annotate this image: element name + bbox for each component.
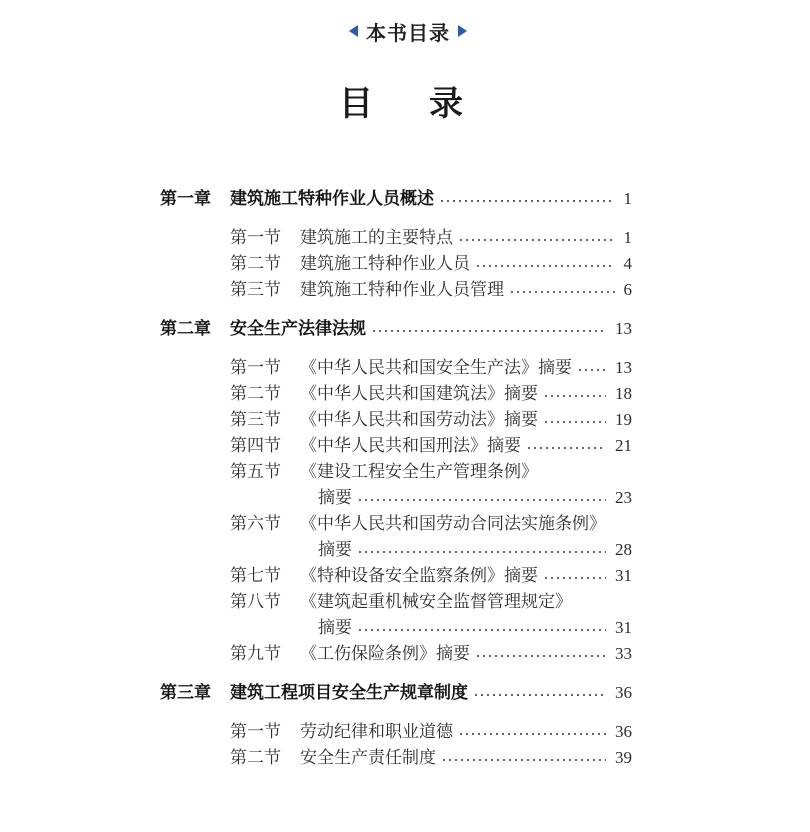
page-number: 31 (615, 618, 632, 637)
page-number: 13 (615, 358, 632, 377)
section-label: 第四节 (230, 436, 281, 456)
dot-leader (473, 680, 606, 706)
section-title: 《中华人民共和国劳动合同法实施条例》 (300, 514, 606, 534)
section-title: 建筑施工特种作业人员 (300, 254, 470, 274)
dot-leader (357, 485, 606, 511)
section-label: 第九节 (230, 644, 281, 664)
dot-leader (357, 615, 606, 641)
page-number: 21 (615, 436, 632, 455)
toc-section-3-1 (160, 719, 632, 745)
triangle-left-icon (349, 25, 358, 37)
section-title-continuation: 摘要 (318, 488, 352, 508)
section-label: 第一节 (230, 358, 281, 378)
section-label: 第一节 (230, 228, 281, 248)
section-title-continuation: 摘要 (318, 618, 352, 638)
toc-list (160, 173, 632, 771)
chapter-title: 建筑施工特种作业人员概述 (230, 189, 434, 209)
toc-section-2-2 (160, 381, 632, 407)
chapter-label: 第三章 (160, 683, 211, 703)
section-label: 第八节 (230, 592, 281, 612)
section-title: 劳动纪律和职业道德 (300, 722, 453, 742)
page-number: 4 (623, 254, 632, 273)
toc-chapter-2 (160, 316, 632, 342)
page-number: 36 (615, 722, 632, 741)
dot-leader (543, 563, 606, 589)
toc-section-2-8-continuation (160, 615, 632, 641)
dot-leader (543, 381, 606, 407)
triangle-right-icon (458, 25, 467, 37)
toc-section-1-3 (160, 277, 632, 303)
page-number: 6 (623, 280, 632, 299)
toc-title: 目录 (339, 84, 519, 124)
page-number: 13 (615, 319, 632, 338)
toc-section-2-4 (160, 433, 632, 459)
section-title: 《建设工程安全生产管理条例》 (300, 462, 538, 482)
dot-leader (543, 407, 606, 433)
toc-section-3-2 (160, 745, 632, 771)
dot-leader (475, 251, 615, 277)
section-title: 《中华人民共和国刑法》摘要 (300, 436, 521, 456)
section-label: 第二节 (230, 384, 281, 404)
dot-leader (475, 641, 606, 667)
toc-section-2-7 (160, 563, 632, 589)
section-label: 第五节 (230, 462, 281, 482)
toc-section-2-5 (160, 459, 632, 485)
dot-leader (509, 277, 615, 303)
page-number: 1 (623, 189, 632, 208)
section-title: 《特种设备安全监察条例》摘要 (300, 566, 538, 586)
section-title: 安全生产责任制度 (300, 748, 436, 768)
toc-section-2-6-continuation (160, 537, 632, 563)
chapter-label: 第二章 (160, 319, 211, 339)
dot-leader (439, 186, 615, 212)
dot-leader (357, 537, 606, 563)
page-number: 1 (623, 228, 632, 247)
section-title: 《中华人民共和国安全生产法》摘要 (300, 358, 572, 378)
toc-section-2-9 (160, 641, 632, 667)
page-number: 18 (615, 384, 632, 403)
page-number: 23 (615, 488, 632, 507)
section-label: 第一节 (230, 722, 281, 742)
section-title: 建筑施工特种作业人员管理 (300, 280, 504, 300)
dot-leader (577, 355, 606, 381)
book-header-title: 本书目录 (366, 20, 450, 45)
toc-chapter-1 (160, 186, 632, 212)
page-number: 31 (615, 566, 632, 585)
page-number: 28 (615, 540, 632, 559)
toc-section-2-5-continuation (160, 485, 632, 511)
section-label: 第六节 (230, 514, 281, 534)
section-label: 第七节 (230, 566, 281, 586)
page-number: 19 (615, 410, 632, 429)
dot-leader (458, 719, 606, 745)
page-number: 36 (615, 683, 632, 702)
toc-section-1-2 (160, 251, 632, 277)
chapter-label: 第一章 (160, 189, 211, 209)
section-title: 《工伤保险条例》摘要 (300, 644, 470, 664)
section-label: 第二节 (230, 254, 281, 274)
dot-leader (526, 433, 606, 459)
toc-section-2-8 (160, 589, 632, 615)
chapter-title: 安全生产法律法规 (230, 319, 366, 339)
toc-section-2-6 (160, 511, 632, 537)
section-title: 《建筑起重机械安全监督管理规定》 (300, 592, 572, 612)
page-number: 39 (615, 748, 632, 767)
toc-section-1-1 (160, 225, 632, 251)
chapter-title: 建筑工程项目安全生产规章制度 (230, 683, 468, 703)
section-label: 第二节 (230, 748, 281, 768)
section-label: 第三节 (230, 280, 281, 300)
toc-chapter-3 (160, 680, 632, 706)
book-header (0, 16, 810, 46)
dot-leader (458, 225, 615, 251)
section-title: 《中华人民共和国建筑法》摘要 (300, 384, 538, 404)
toc-section-2-3 (160, 407, 632, 433)
section-title: 《中华人民共和国劳动法》摘要 (300, 410, 538, 430)
section-label: 第三节 (230, 410, 281, 430)
section-title-continuation: 摘要 (318, 540, 352, 560)
dot-leader (371, 316, 606, 342)
dot-leader (441, 745, 606, 771)
page-number: 33 (615, 644, 632, 663)
toc-section-2-1 (160, 355, 632, 381)
section-title: 建筑施工的主要特点 (300, 228, 453, 248)
